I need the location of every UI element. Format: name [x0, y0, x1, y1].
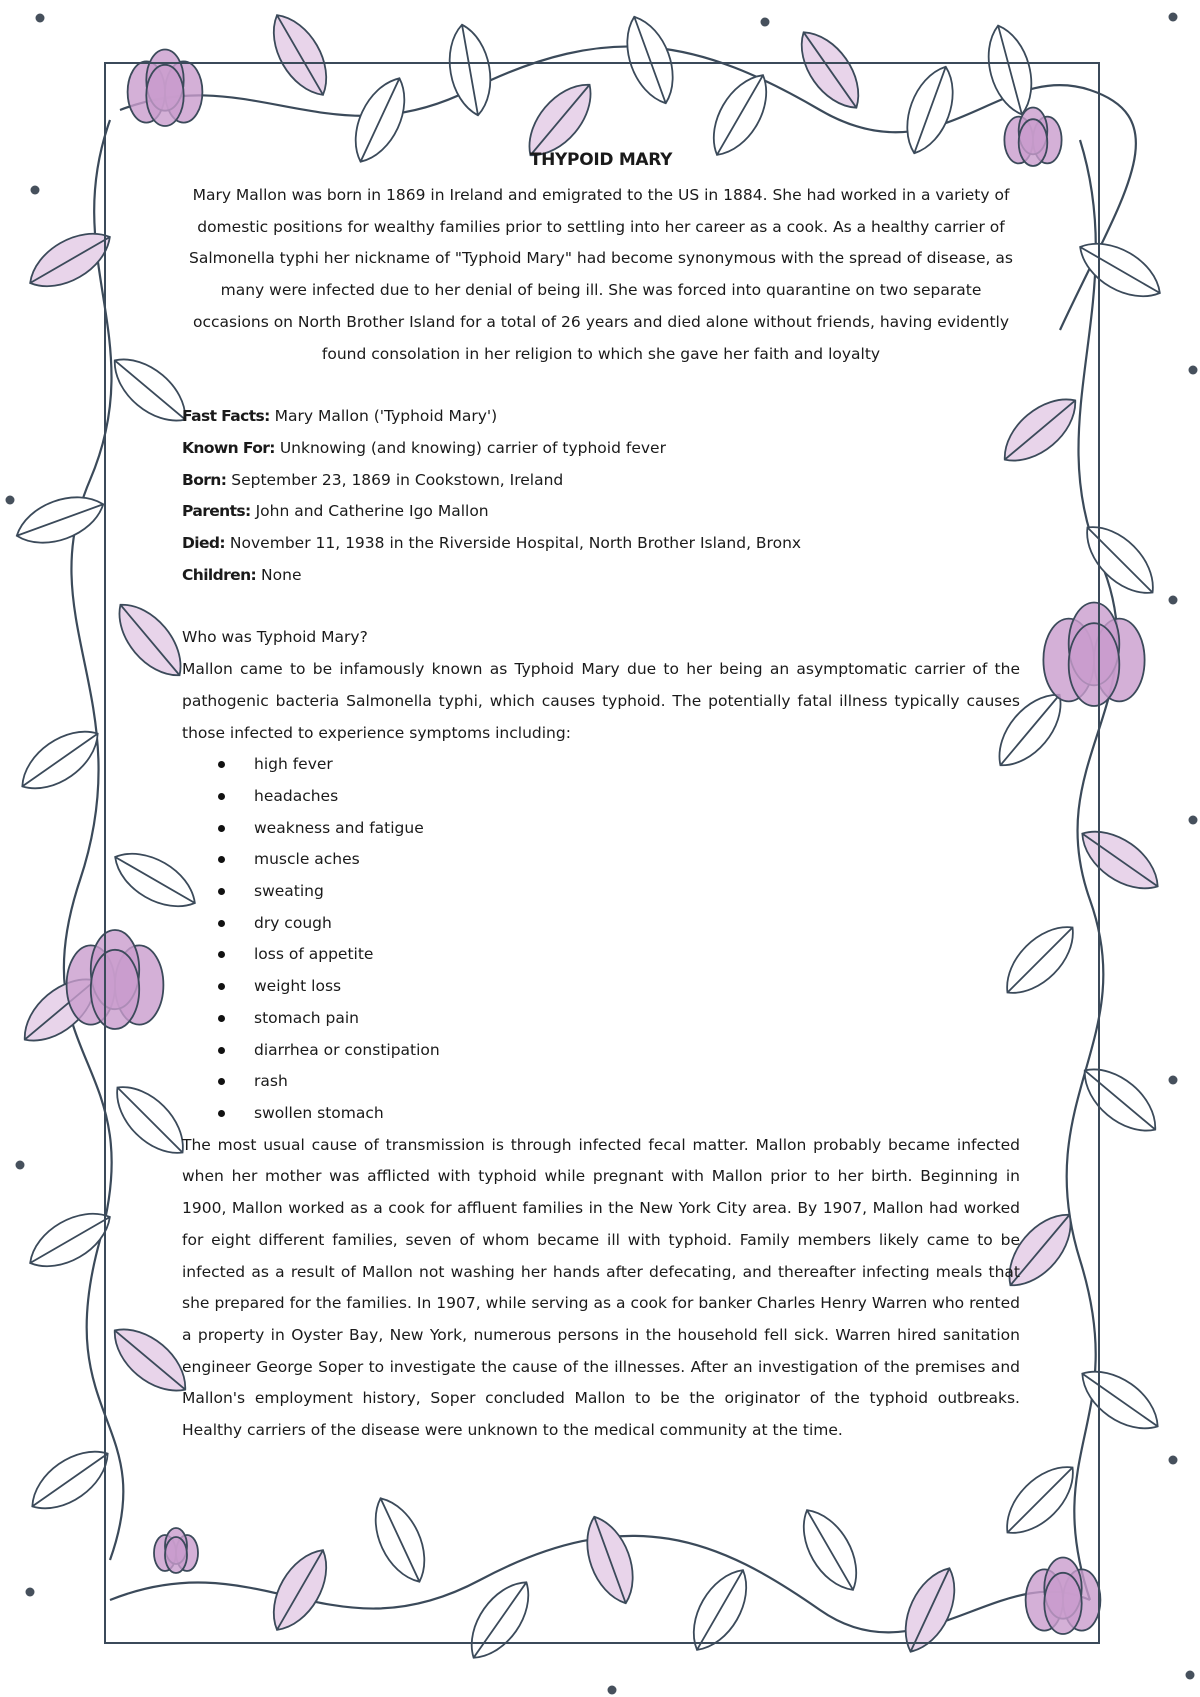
- list-item: high fever: [254, 749, 1020, 781]
- fact-value: September 23, 1869 in Cookstown, Ireland: [226, 470, 564, 489]
- decor-dot: [1169, 13, 1178, 22]
- fact-label: Born:: [182, 470, 227, 489]
- fact-value: November 11, 1938 in the Riverside Hospital, North Brother Island, Bronx: [225, 534, 802, 553]
- intro-paragraph: Mary Mallon was born in 1869 in Ireland and emigrated to the US in 1884. She had worked in a variety of domestic positions for wealthy families prior to settling into her career as a cook. As a healthy carrier of Salmonella typhi her nickname of "Typhoid Mary" had become synonymous with the spread of disease, as many were infected due to her denial of being ill. She was forced into quarantine on two separate occasions on North Brother Island for a total of 26 years and died alone without friends, having evidently found consolation in her religion to which she gave her faith and loyalty: [189, 186, 1013, 363]
- decor-dot: [1186, 1671, 1195, 1680]
- list-item: rash: [254, 1066, 1020, 1098]
- section-question: Who was Typhoid Mary?: [182, 628, 368, 647]
- fact-item: [182, 401, 1020, 433]
- list-item: headaches: [254, 781, 1020, 813]
- fast-facts-list: [182, 401, 1020, 591]
- leaf-ornament: [10, 486, 110, 554]
- fact-label: Fast Facts:: [182, 407, 270, 426]
- decor-dot: [36, 14, 45, 23]
- list-item: loss of appetite: [254, 939, 1020, 971]
- decor-dot: [1169, 1456, 1178, 1465]
- fact-value: Mary Mallon ('Typhoid Mary'): [269, 407, 498, 426]
- leaf-ornament: [11, 718, 109, 803]
- decor-dot: [761, 18, 770, 27]
- decor-dot: [26, 1588, 35, 1597]
- fact-label: Known For:: [182, 438, 275, 457]
- fact-item: [182, 465, 1020, 497]
- decor-dot: [6, 496, 15, 505]
- decor-dot: [1189, 366, 1198, 375]
- decor-dot: [16, 1161, 25, 1170]
- list-item: dry cough: [254, 908, 1020, 940]
- fact-value: John and Catherine Igo Mallon: [250, 502, 489, 521]
- decor-dot: [31, 186, 40, 195]
- list-item: swollen stomach: [254, 1098, 1020, 1130]
- decor-dot: [1169, 596, 1178, 605]
- body-paragraph-1: Mallon came to be infamously known as Typhoid Mary due to her being an asymptomatic carrier of the pathogenic bacteria Salmonella typhi, which causes typhoid. The potentially fatal illness typically causes those infected to experience symptoms including:: [182, 660, 1020, 742]
- fact-item: [182, 560, 1020, 592]
- fact-item: [182, 433, 1020, 465]
- fact-item: [182, 528, 1020, 560]
- document-body: [182, 140, 1020, 1447]
- fact-label: Parents:: [182, 502, 251, 521]
- body-paragraph-2: The most usual cause of transmission is through infected fecal matter. Mallon probably became infected when her mother was afflicted with typhoid while pregnant with Mallon prior to her birth. Beginning in 1900, Mallon worked as a cook for affluent families in the New York City area. By 1907, Mallon had worked for eight different families, seven of whom became ill with typhoid. Family members likely came to be infected as a result of Mallon not washing her hands after defecating, and thereafter infecting meals that she prepared for the families. In 1907, while serving as a cook for banker Charles Henry Warren who rented a property in Oyster Bay, New York, numerous persons in the household fell sick. Warren hired sanitation engineer George Soper to investigate the cause of the illnesses. After an investigation of the premises and Mallon's employment history, Soper concluded Mallon to be the originator of the typhoid outbreaks. Healthy carriers of the disease were unknown to the medical community at the time.: [182, 1135, 1020, 1440]
- list-item: weakness and fatigue: [254, 813, 1020, 845]
- page-title: THYPOID MARY: [529, 150, 673, 170]
- fact-item: [182, 496, 1020, 528]
- symptoms-list: [182, 749, 1020, 1129]
- fact-value: Unknowing (and knowing) carrier of typhoid fever: [274, 438, 666, 457]
- fact-label: Children:: [182, 565, 257, 584]
- decor-dot: [608, 1686, 617, 1695]
- fact-label: Died:: [182, 534, 225, 553]
- decor-dot: [1169, 1076, 1178, 1085]
- fact-value: None: [256, 565, 302, 584]
- list-item: diarrhea or constipation: [254, 1035, 1020, 1067]
- list-item: weight loss: [254, 971, 1020, 1003]
- decor-dot: [1189, 816, 1198, 825]
- list-item: stomach pain: [254, 1003, 1020, 1035]
- list-item: muscle aches: [254, 844, 1020, 876]
- list-item: sweating: [254, 876, 1020, 908]
